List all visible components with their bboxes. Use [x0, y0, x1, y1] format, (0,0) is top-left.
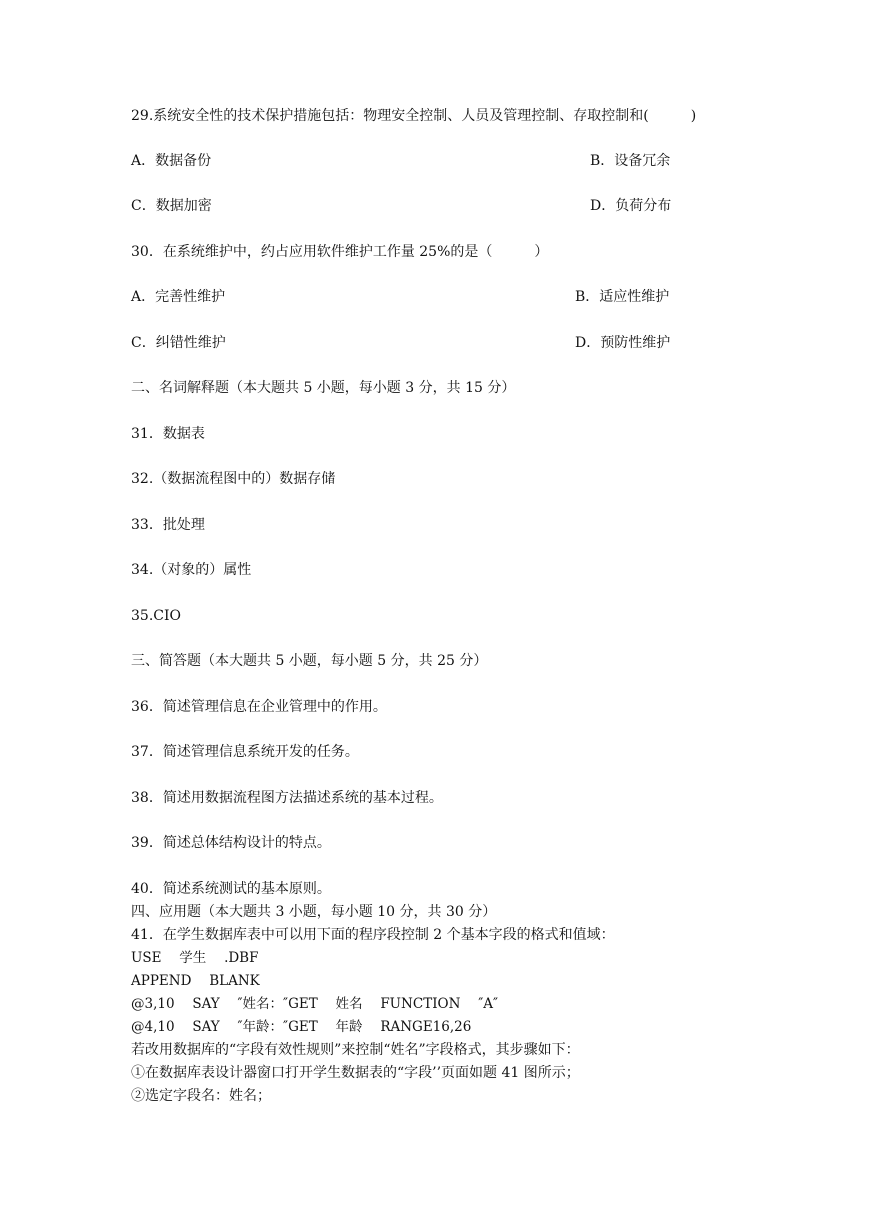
- question-29-option-b: B．设备冗余: [590, 153, 671, 169]
- section-2-item: 32.（数据流程图中的）数据存储: [131, 471, 336, 487]
- question-29-option-c: C．数据加密: [131, 198, 212, 214]
- question-41-step: ①在数据库表设计器窗口打开学生数据表的“字段’’页面如题 41 图所示；: [131, 1065, 580, 1081]
- section-3-item: 40．简述系统测试的基本原则。: [131, 881, 331, 897]
- section-4-title: 四、应用题（本大题共 3 小题，每小题 10 分，共 30 分）: [131, 904, 497, 920]
- question-30-option-c: C．纠错性维护: [131, 335, 226, 351]
- section-2-title: 二、名词解释题（本大题共 5 小题，每小题 3 分，共 15 分）: [131, 380, 516, 396]
- question-30-option-a: A．完善性维护: [131, 289, 226, 305]
- question-41-stem: 41．在学生数据库表中可以用下面的程序段控制 2 个基本字段的格式和值域：: [131, 927, 615, 943]
- question-30-stem: 30．在系统维护中，约占应用软件维护工作量 25%的是（ ）: [131, 244, 549, 260]
- section-3-item: 39．简述总体结构设计的特点。: [131, 835, 331, 851]
- section-3-item: 37．简述管理信息系统开发的任务。: [131, 744, 359, 760]
- section-3-item: 36．简述管理信息在企业管理中的作用。: [131, 699, 387, 715]
- section-2-item: 31．数据表: [131, 426, 205, 442]
- code-line: USE 学生 .DBF: [131, 950, 259, 966]
- question-29-stem: 29.系统安全性的技术保护措施包括：物理安全控制、人员及管理控制、存取控制和( ): [131, 108, 697, 124]
- question-30-option-d: D．预防性维护: [575, 335, 671, 351]
- question-41-step: 若改用数据库的“字段有效性规则”来控制“姓名”字段格式，其步骤如下：: [131, 1042, 580, 1058]
- section-3-title: 三、简答题（本大题共 5 小题，每小题 5 分，共 25 分）: [131, 653, 488, 669]
- section-2-item: 35.CIO: [131, 608, 181, 624]
- code-line: APPEND BLANK: [131, 973, 260, 989]
- question-29-option-d: D．负荷分布: [590, 198, 672, 214]
- question-30-option-b: B．适应性维护: [575, 289, 670, 305]
- section-3-item: 38．简述用数据流程图方法描述系统的基本过程。: [131, 790, 443, 806]
- code-line: @4,10 SAY ″年龄：″GET 年龄 RANGE16,26: [131, 1019, 472, 1035]
- code-line: @3,10 SAY ″姓名：″GET 姓名 FUNCTION ″A″: [131, 996, 499, 1012]
- section-2-item: 34.（对象的）属性: [131, 562, 252, 578]
- question-41-step: ②选定字段名：姓名；: [131, 1088, 271, 1104]
- section-2-item: 33．批处理: [131, 517, 205, 533]
- question-29-option-a: A．数据备份: [131, 153, 212, 169]
